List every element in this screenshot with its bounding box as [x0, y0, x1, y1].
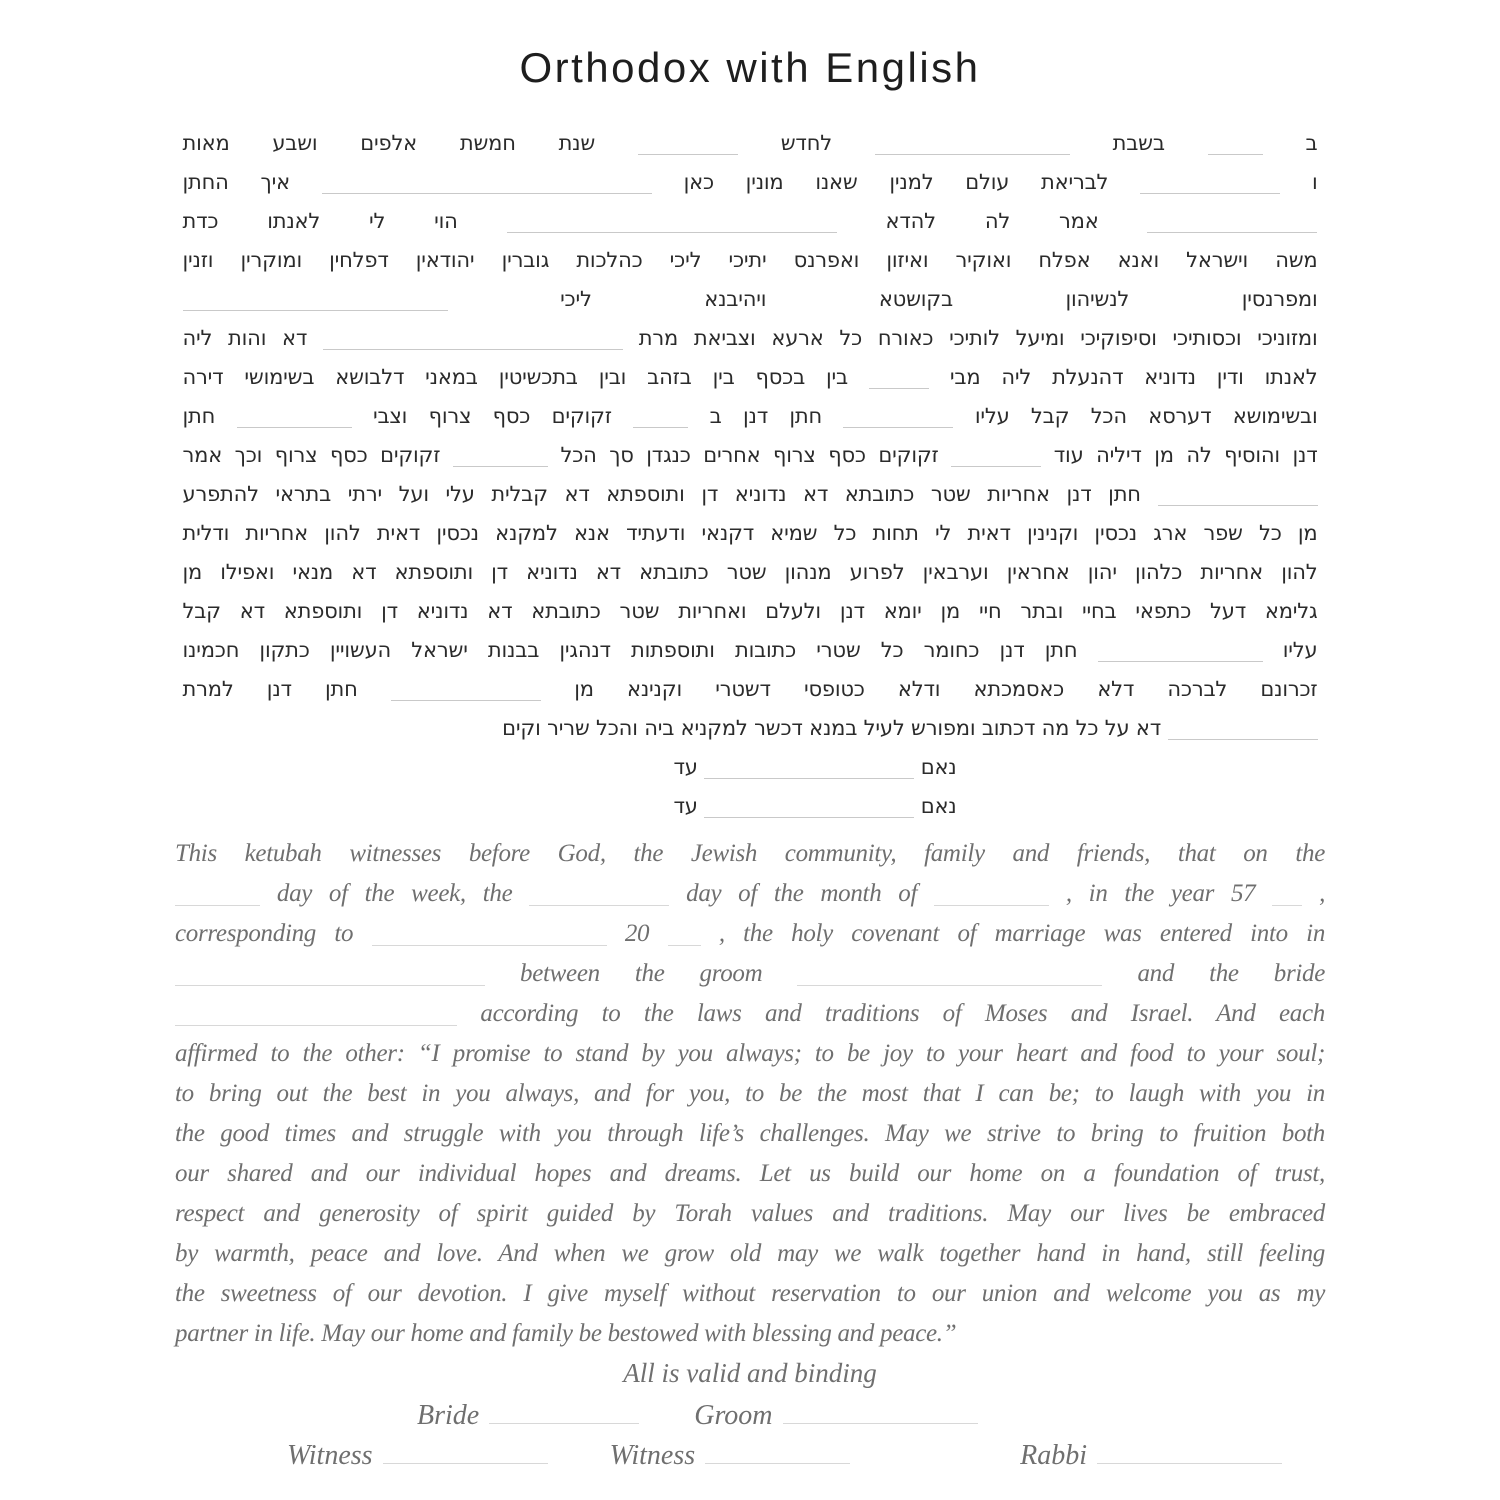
hebrew-line [183, 280, 1318, 319]
witness-attestation-line [248, 748, 1383, 787]
text-run: בין בכסף בין בזהב ובין בתכשיטין במאני דלבושא בשימושי דירה [182, 365, 848, 389]
page-title: Orthodox with English [519, 44, 981, 91]
text-run: partner in life. May our home and family be bestowed with blessing and peace.” [175, 1320, 957, 1347]
text-run: להון אחריות כלהון יהון אחראין וערבאין לפרוע מנהון שטר כתובתא דא נדוניא דן ותוספתא דא מנאי ואפילו מן [182, 560, 1318, 584]
hebrew-line [183, 592, 1318, 631]
text-run: דא על כל מה דכתוב ומפורש לעיל במנא דכשר למקניא ביה והכל שריר וקים [502, 716, 1162, 740]
blank-fill-in-line [1158, 484, 1318, 506]
signature-label-witness: Witness [287, 1440, 373, 1471]
text-run: אמר לה להדא [885, 209, 1099, 233]
blank-fill-in-line [1147, 211, 1317, 233]
text-run: our shared and our individual hopes and dreams. Let us build our home on a foundation of trust, [175, 1160, 1325, 1187]
blank-fill-in-line [453, 445, 548, 467]
text-run: משה וישראל ואנא אפלח ואוקיר ואיזון ואפרנס יתיכי ליכי כהלכות גוברין יהודאין דפלחין ומוקרין וזנין [182, 248, 1318, 272]
text-run: זקוקים כסף צרוף אחרים כנגדן סך הכל [560, 443, 939, 467]
blank-fill-in-line [175, 880, 260, 906]
hebrew-line [183, 514, 1318, 553]
english-line [175, 914, 1325, 954]
english-line [175, 874, 1325, 914]
english-line [175, 834, 1325, 874]
text-run: the good times and struggle with you through life’s challenges. May we strive to bring to fruition both [175, 1120, 1325, 1147]
signature-blank-line [489, 1395, 639, 1424]
text-run: עליו [1282, 638, 1318, 662]
text-run: חתן דנן אחריות שטר כתובתא דא נדוניא דן ותוספתא דא קבלית עלי ועל ירתי בתראי להתפרע [182, 482, 1141, 506]
text-run: חתן דנן ב [709, 404, 823, 428]
blank-fill-in-line [704, 757, 914, 779]
text-run: and the bride [1137, 960, 1326, 987]
blank-fill-in-line [638, 133, 738, 155]
signature-row [175, 1435, 1325, 1475]
blank-fill-in-line [1140, 172, 1280, 194]
hebrew-text-block [183, 124, 1318, 826]
text-run: the sweetness of our devotion. I give myself without reservation to our union and welcome you as my [175, 1280, 1325, 1307]
text-run: שנת חמשת אלפים ושבע מאות [182, 131, 596, 155]
signature-blank-line [705, 1435, 850, 1464]
english-line [175, 1194, 1325, 1234]
text-run: לאנתו ודין נדוניא דהנעלת ליה מבי [949, 365, 1318, 389]
text-run: day of the week, the [276, 880, 513, 907]
text-run: ובשימושא דערסא הכל קבל עליו [974, 404, 1318, 428]
english-line [175, 1314, 1325, 1354]
signature-blank-line [383, 1435, 548, 1464]
text-run: by warmth, peace and love. And when we grow old may we walk together hand in hand, still feeling [175, 1240, 1325, 1267]
blank-fill-in-line [951, 445, 1041, 467]
blank-fill-in-line [237, 406, 352, 428]
text-run: corresponding to [175, 920, 354, 947]
hebrew-line [183, 670, 1318, 709]
hebrew-line [183, 709, 1318, 748]
english-line [175, 1074, 1325, 1114]
text-run: ו [1311, 170, 1318, 194]
text-run: לבריאת עולם למנין שאנו מונין כאן [683, 170, 1109, 194]
text-run: הוי לי לאנתו כדת [182, 209, 458, 233]
blank-fill-in-line [1272, 880, 1302, 906]
blank-fill-in-line [843, 406, 953, 428]
text-run: ב [1305, 131, 1318, 155]
signature-label-bride: Bride [417, 1400, 480, 1431]
text-run: מן כל שפר ארג נכסין וקנינין דאית לי תחות כל שמיא דקנאי ודעתיד אנא למקנא נכסין דאית להון אחריות ודלית [182, 521, 1318, 545]
text-run: , [1319, 880, 1326, 907]
signature-row [175, 1395, 1325, 1435]
blank-fill-in-line [529, 880, 669, 906]
blank-fill-in-line [797, 960, 1102, 986]
english-line [175, 1234, 1325, 1274]
english-line [175, 1154, 1325, 1194]
text-run: , the holy covenant of marriage was entered into in [718, 920, 1326, 947]
english-line [175, 1274, 1325, 1314]
signature-label-groom: Groom [694, 1400, 773, 1431]
hebrew-line [183, 163, 1318, 202]
text-run: דנן והוסיף לה מן דיליה עוד [1053, 443, 1318, 467]
text-run: דא והות ליה [182, 326, 308, 350]
text-run: בשבת [1112, 131, 1165, 155]
blank-fill-in-line [869, 367, 929, 389]
text-run: affirmed to the other: “I promise to stand by you always; to be joy to your heart and food to your soul; [175, 1040, 1325, 1067]
blank-fill-in-line [934, 880, 1049, 906]
hebrew-line [183, 631, 1318, 670]
blank-fill-in-line [668, 920, 701, 946]
english-line [175, 954, 1325, 994]
text-run: respect and generosity of spirit guided by Torah values and traditions. May our lives be embraced [175, 1200, 1325, 1227]
blank-fill-in-line [1208, 133, 1263, 155]
signature-label-witness: Witness [609, 1440, 696, 1471]
hebrew-line [183, 124, 1318, 163]
blank-fill-in-line [1168, 718, 1318, 740]
text-run: זקוקים כסף צרוף וכך אמר [182, 443, 441, 467]
text-run: day of the month of [686, 880, 918, 907]
blank-fill-in-line [372, 920, 607, 946]
hebrew-line [183, 202, 1318, 241]
hebrew-line [183, 319, 1318, 358]
blank-fill-in-line [175, 1000, 457, 1026]
text-run: נאם [920, 794, 957, 818]
english-line [175, 1114, 1325, 1154]
blank-fill-in-line [1098, 640, 1263, 662]
text-run: , in the year 57 [1065, 880, 1256, 907]
text-run: ומזוניכי וכסותיכי וסיפוקיכי ומיעל לותיכי כאורח כל ארעא וצביאת מרת [638, 326, 1318, 350]
hebrew-line [183, 358, 1318, 397]
signature-blank-line [1097, 1435, 1282, 1464]
blank-fill-in-line [391, 679, 541, 701]
text-run: איך החתן [182, 170, 290, 194]
blank-fill-in-line [175, 960, 485, 986]
blank-fill-in-line [323, 328, 623, 350]
text-run: חתן דנן למרת [182, 677, 358, 701]
blank-fill-in-line [704, 796, 914, 818]
text-run: גלימא דעל כתפאי בחיי ובתר חיי מן יומא דנן ולעלם ואחריות שטר כתובתא דא נדוניא דן ותוספתא דא קבל [182, 599, 1318, 623]
text-run: זכרונם לברכה דלא כאסמכתא ודלא כטופסי דשטרי וקנינא מן [574, 677, 1318, 701]
signature-blank-line [783, 1395, 978, 1424]
signature-section [175, 1395, 1325, 1475]
blank-fill-in-line [507, 211, 837, 233]
hebrew-line [183, 553, 1318, 592]
witness-attestation-line [248, 787, 1383, 826]
text-run: ומפרנסין לנשיהון בקושטא ויהיבנא ליכי [560, 287, 1318, 311]
text-run: according to the laws and traditions of Moses and Israel. And each [480, 1000, 1325, 1027]
text-run: חתן דנן כחומר כל שטרי כתובות ותוספתות דנהגין בבנות ישראל העשויין כתקון חכמינו [182, 638, 1078, 662]
hebrew-line [183, 436, 1318, 475]
text-run: לחדש [780, 131, 832, 155]
hebrew-line [183, 475, 1318, 514]
blank-fill-in-line [633, 406, 688, 428]
text-run: 20 [624, 920, 650, 947]
blank-fill-in-line [183, 289, 448, 311]
text-run: to bring out the best in you always, and for you, to be the most that I can be; to laugh with you in [175, 1080, 1325, 1107]
text-run: נאם [920, 755, 957, 779]
english-line [175, 1034, 1325, 1074]
english-line [175, 994, 1325, 1034]
text-run: This ketubah witnesses before God, the Jewish community, family and friends, that on the [175, 840, 1325, 867]
text-run: עד [673, 755, 698, 779]
text-run: זקוקים כסף צרוף וצבי [372, 404, 612, 428]
text-run: עד [673, 794, 698, 818]
blank-fill-in-line [322, 172, 652, 194]
signature-label-rabbi: Rabbi [1020, 1440, 1088, 1471]
text-run: between the groom [520, 960, 763, 987]
english-text-block [175, 834, 1325, 1354]
valid-binding-line: All is valid and binding [623, 1358, 877, 1388]
hebrew-line [183, 241, 1318, 280]
blank-fill-in-line [875, 133, 1070, 155]
text-run: חתן [182, 404, 216, 428]
hebrew-line [183, 397, 1318, 436]
